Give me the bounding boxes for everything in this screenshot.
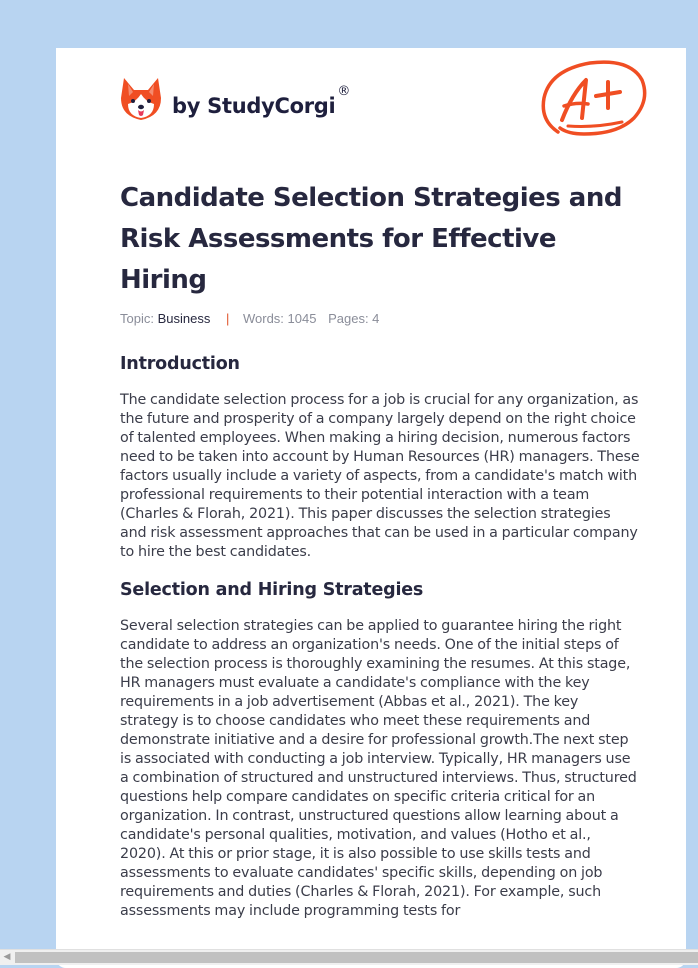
meta-separator: |	[225, 311, 230, 326]
topic-link[interactable]: Business	[157, 311, 211, 326]
section-heading-introduction: Introduction	[120, 354, 240, 374]
a-plus-grade-icon	[538, 58, 650, 140]
topic-label: Topic:	[120, 311, 154, 326]
scrollbar-thumb[interactable]	[15, 952, 698, 963]
studycorgi-logo[interactable]	[120, 76, 350, 122]
section-heading-selection-strategies: Selection and Hiring Strategies	[120, 580, 424, 600]
horizontal-scrollbar[interactable]	[0, 949, 698, 965]
document-page	[56, 48, 686, 968]
section-body-selection-strategies: Several selection strategies can be applied to guarantee hiring the right candidate to address an organization's needs. One of the initial steps of the selection process is thoroughly examining the resumes. At this stage, HR managers must evaluate a candidate's compliance with the key requirements in a job advertisement (Abbas et al., 2021). The key strategy is to choose candidates who meet these requirements and demonstrate initiative and a desire for professional growth.The next step is associated with conducting a job interview. Typically, HR managers use a combination of structured and unstructured interviews. Thus, structured questions help compare candidates on specific criteria critical for an organization. In contrast, unstructured questions allow learning about a candidate's personal qualities, motivation, and values (Hotho et al., 2020). At this or prior stage, it is also possible to use skills tests and assessments to evaluate candidates' specific skills, depending on job requirements and duties (Charles & Florah, 2021). For example, such assessments may include programming tests for	[120, 618, 637, 919]
corgi-icon	[120, 76, 162, 122]
section-body-introduction: The candidate selection process for a job is crucial for any organization, as the future and prosperity of a company largely depend on the right choice of talented employees. When making a hiring decision, numerous factors need to be taken into account by Human Resources (HR) managers. These factors usually include a variety of aspects, from a candidate's match with professional requirements to their potential interaction with a team (Charles & Florah, 2021). This paper discusses the selection strategies and risk assessment approaches that can be used in a particular company to hire the best candidates.	[120, 392, 640, 560]
page-count: Pages: 4	[328, 311, 380, 326]
registered-mark: ®	[337, 84, 351, 99]
document-meta	[120, 311, 379, 326]
scroll-left-arrow-icon[interactable]: ◀	[3, 952, 11, 962]
logo-text: by StudyCorgi®	[172, 84, 351, 118]
document-title: Candidate Selection Strategies and Risk Assessments for Effective Hiring	[120, 183, 622, 295]
word-count: Words: 1045	[242, 311, 317, 326]
